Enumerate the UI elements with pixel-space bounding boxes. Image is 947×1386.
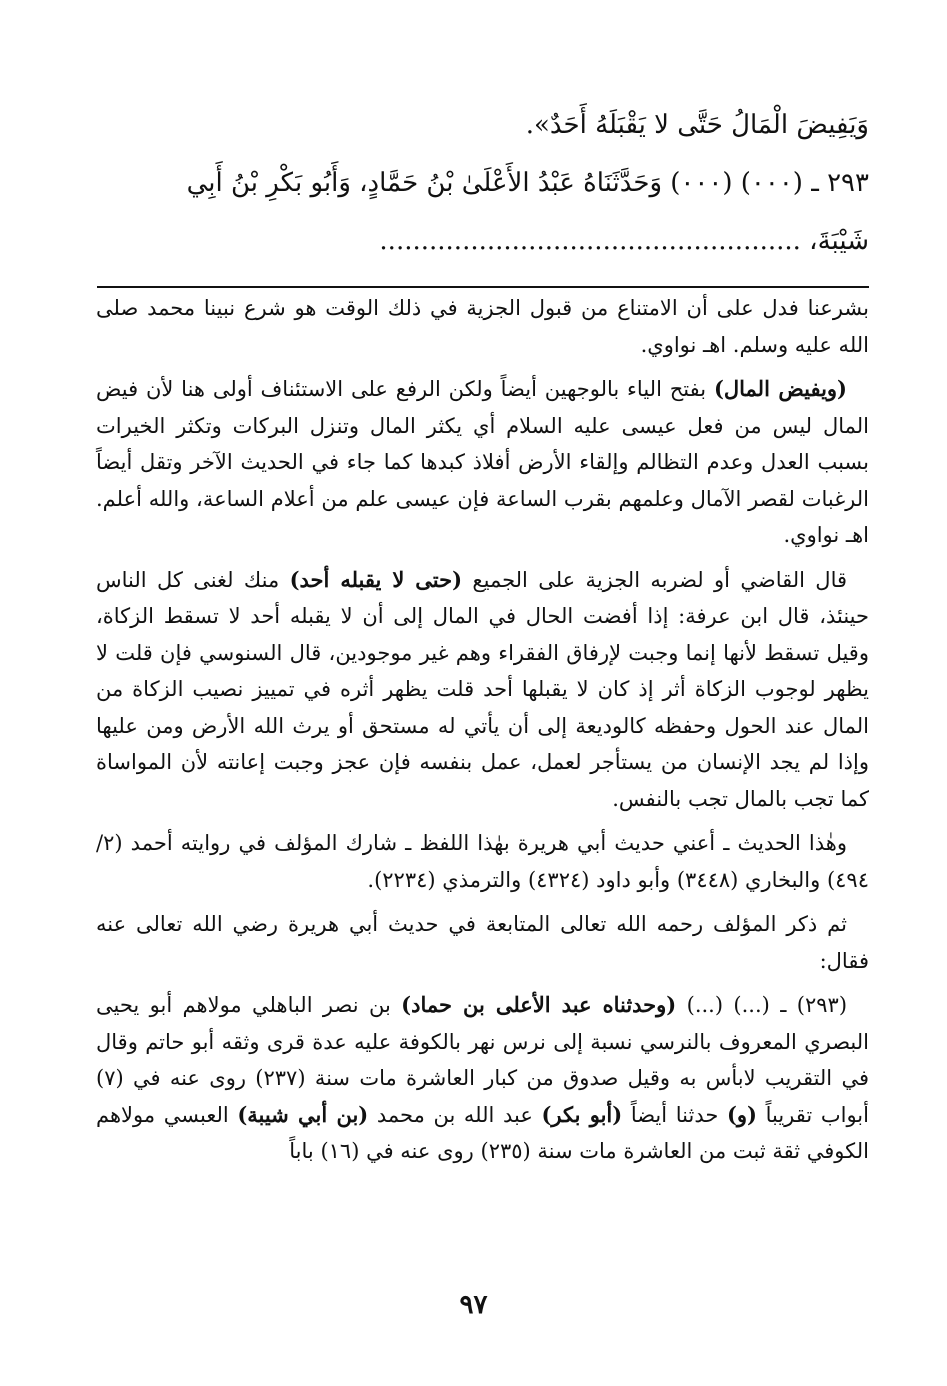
page-number: ٩٧ (459, 1290, 488, 1320)
hadith-line-1: وَيَفِيضَ الْمَالُ حَتَّى لا يَقْبَلَهُ أَحَدٌ». (525, 110, 869, 140)
commentary-paragraph-1: بشرعنا فدل على أن الامتناع من قبول الجزية في ذلك الوقت هو شرع نبينا محمد صلى الله عليه وسلم. اهـ نواوي. (96, 296, 869, 357)
commentary-paragraph-2: (ويفيض المال) بفتح الياء بالوجهين أيضاً ولكن الرفع على الاستئناف أولى هنا لأن فيض المال ليس من فعل عيسى عليه السلام أي يكثر المال وتنزل البركات وتكثر الخيرات بسبب العدل وعدم التظالم وإلقاء الأرض أفلاذ كبدها كما جاء في الحديث الآخر وتقل أيضاً الرغبات لقصر الآمال وعلمهم بقرب الساعة فإن عيسى علم من أعلام الساعة، والله أعلم. اهـ نواوي. (96, 376, 869, 547)
hadith-text (96, 96, 869, 270)
hadith-line-3: شَيْبَةَ، ................................................... (379, 226, 869, 256)
commentary-paragraph-5: ثم ذكر المؤلف رحمه الله تعالى المتابعة في حديث أبي هريرة رضي الله تعالى عنه فقال: (96, 912, 869, 973)
commentary-paragraph-3: قال القاضي أو لضربه الجزية على الجميع (حتى لا يقبله أحد) منك لغنى كل الناس حينئذ، قال ابن عرفة: إذا أفضت الحال في المال إلى أن لا يقبله أحد لا تسقط الزكاة، وقيل تسقط لأنها إنما وجبت لإرفاق الفقراء وهم غير موجودين، قال السنوسي فإن قلت لا يظهر لوجوب الزكاة أثر إذ كان لا يقبلها أحد قلت يظهر أثره في تمييز نصيب الزكاة من المال عند الحول وحفظه كالوديعة إلى أن يأتي له مستحق أو يرث الله الأرض ومن عليها وإذا لم يجد الإنسان من يستأجر لعمل، عمل بنفسه فإن عجز وجبت إعانته لأن المواساة كما تجب بالمال تجب بالنفس. (96, 566, 869, 811)
commentary-paragraph-4: وهٰذا الحديث ـ أعني حديث أبي هريرة بهٰذا اللفظ ـ شارك المؤلف في روايته أحمد (٢/ ٤٩٤) والبخاري (٣٤٤٨) وأبو داود (٤٣٢٤) والترمذي (٢٢٣٤). (96, 831, 869, 892)
commentary (96, 290, 869, 1178)
hadith-line-2: ٢٩٣ ـ (٠٠٠) (٠٠٠) وَحَدَّثَنَاهُ عَبْدُ الأَعْلَىٰ بْنُ حَمَّادٍ، وَأَبُو بَكْرِ بْنُ أَبِي (186, 168, 869, 198)
commentary-paragraph-6: (٢٩٣) ـ (...) (...) (وحدثناه عبد الأعلى بن حماد) بن نصر الباهلي مولاهم أبو يحيى البصري المعروف بالنرسي نسبة إلى نرس نهر بالكوفة عليه عدة قرى وثقه أبو حاتم وقال في التقريب لابأس به وقيل صدوق من كبار العاشرة مات سنة (٢٣٧) روى عنه في (٧) أبواب تقريباً (و) حدثنا أيضاً (أبو بكر) عبد الله بن محمد (بن أبي شيبة) العبسي مولاهم الكوفي ثقة ثبت من العاشرة مات سنة (٢٣٥) روى عنه في (١٦) باباً (96, 992, 869, 1163)
footnote-divider (97, 286, 869, 288)
